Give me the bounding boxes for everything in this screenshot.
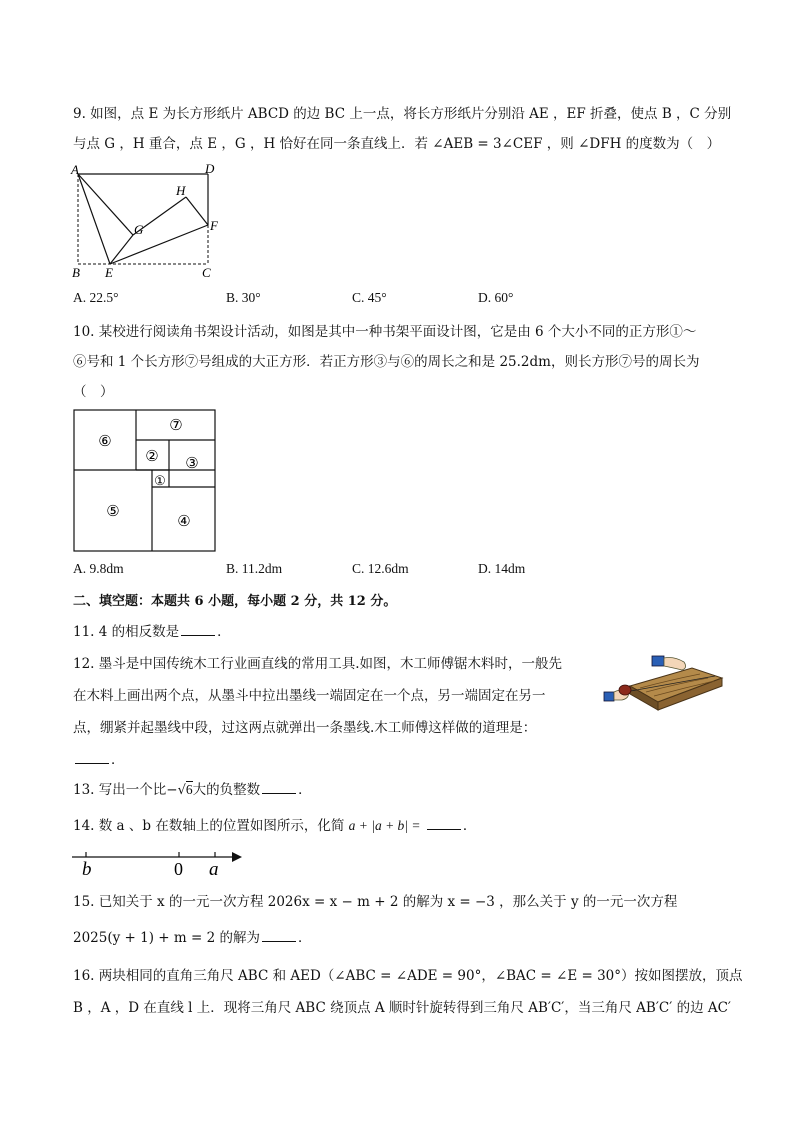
q11-end: ． <box>217 624 231 640</box>
sqrt-symbol: √ <box>177 783 186 798</box>
q10-label-7: ⑦ <box>169 418 183 434</box>
label-C: C <box>202 265 211 280</box>
q11-pre: 11. 4 的相反数是 <box>73 624 180 640</box>
q10-option-d: D. 14dm <box>478 561 526 576</box>
q15-text-line1: 15. 已知关于 x 的一元一次方程 2026x = x − m + 2 的解为 x = −3 ，那么关于 y 的一元一次方程 <box>73 894 678 910</box>
q9-option-b: B. 30° <box>226 290 261 305</box>
q9-option-c: C. 45° <box>352 290 387 305</box>
label-B: B <box>72 265 80 280</box>
q16-text-line2: B ，A ，D 在直线 l 上．现将三角尺 ABC 绕顶点 A 顺时针旋转得到三角尺 AB′C′，当三角尺 AB′C′ 的边 AC′ <box>73 1000 731 1016</box>
q15-pre: 2025(y + 1) + m = 2 的解为 <box>73 930 260 946</box>
q10-option-b: B. 11.2dm <box>226 561 283 576</box>
q13-radicand: 6 <box>185 782 193 797</box>
q13-text <box>73 780 312 801</box>
label-G: G <box>134 222 144 237</box>
q9-text-line1: 9. 如图，点 E 为长方形纸片 ABCD 的边 BC 上一点，将长方形纸片分别沿 AE ，EF 折叠，使点 B ，C 分别 <box>73 106 732 122</box>
label-F: F <box>210 218 218 233</box>
q9-figure <box>68 160 228 280</box>
q10-label-3: ③ <box>185 456 199 472</box>
q9-text-line2: 与点 G ，H 重合，点 E ，G ，H 恰好在同一条直线上．若 ∠AEB = 3∠CEF ，则 ∠DFH 的度数为（ ） <box>73 136 721 152</box>
q10-label-2: ② <box>145 449 159 465</box>
q13-pre: 13. 写出一个比 <box>73 782 167 798</box>
q10-text-line1: 10. 某校进行阅读角书架设计活动，如图是其中一种书架平面设计图，它是由 6 个大小不同的正方形①～ <box>73 324 697 340</box>
q12-text-line1: 12. 墨斗是中国传统木工行业画直线的常用工具.如图，木工师傅锯木料时，一般先 <box>73 656 563 672</box>
q14-pre: 14. 数 a 、b 在数轴上的位置如图所示，化简 <box>73 818 349 834</box>
q11-text <box>73 622 231 642</box>
q12-blank <box>75 750 109 764</box>
q15-text-line2 <box>73 928 311 948</box>
axis-label-zero: 0 <box>174 859 183 879</box>
ink-marker-illustration <box>600 650 725 718</box>
q13-blank <box>262 780 296 794</box>
q12-text-line4 <box>73 750 125 770</box>
q9-option-d: D. 60° <box>478 290 514 305</box>
q10-label-1: ① <box>154 473 166 488</box>
q12-end: ． <box>111 752 125 768</box>
label-A: A <box>71 162 79 177</box>
label-E: E <box>105 265 113 280</box>
q10-option-a: A. 9.8dm <box>73 561 124 576</box>
q13-post: 大的负整数 <box>192 782 261 798</box>
q14-text <box>73 816 476 836</box>
q10-label-6: ⑥ <box>98 434 112 450</box>
q14-blank <box>427 816 461 830</box>
axis-label-a: a <box>209 859 219 879</box>
section-heading: 二、填空题：本题共 6 小题，每小题 2 分，共 12 分。 <box>73 594 397 609</box>
label-D: D <box>205 161 215 176</box>
q14-end: ． <box>462 818 477 834</box>
q14-expr: a + |a + b| = <box>348 818 421 833</box>
q12-text-line2: 在木料上画出两个点，从墨斗中拉出墨线一端固定在一个点，另一端固定在另一 <box>73 688 546 704</box>
q9-option-a: A. 22.5° <box>73 290 119 305</box>
q10-text-line2: ⑥号和 1 个长方形⑦号组成的大正方形．若正方形③与⑥的周长之和是 25.2dm，则长方形⑦号的周长为 <box>73 354 700 370</box>
q10-figure <box>70 407 220 555</box>
q13-end: ． <box>298 782 312 798</box>
number-line <box>68 843 248 879</box>
arrow-right-icon <box>232 852 242 862</box>
q15-blank <box>262 928 296 942</box>
q15-end: ． <box>297 930 312 946</box>
q12-text-line3: 点，绷紧并起墨线中段，过这两点就弹出一条墨线.木工师傅这样做的道理是： <box>73 720 537 736</box>
q10-label-4: ④ <box>177 514 191 530</box>
q10-option-c: C. 12.6dm <box>352 561 409 576</box>
axis-label-b: b <box>82 859 92 879</box>
q13-neg: − <box>166 782 178 798</box>
q10-label-5: ⑤ <box>106 504 120 520</box>
q16-text-line1: 16. 两块相同的直角三角尺 ABC 和 AED（∠ABC = ∠ADE = 90°，∠BAC = ∠E = 30°）按如图摆放，顶点 <box>73 968 743 984</box>
q11-blank <box>181 622 215 636</box>
label-H: H <box>176 183 186 198</box>
q10-text-line3: （ ） <box>73 384 114 400</box>
